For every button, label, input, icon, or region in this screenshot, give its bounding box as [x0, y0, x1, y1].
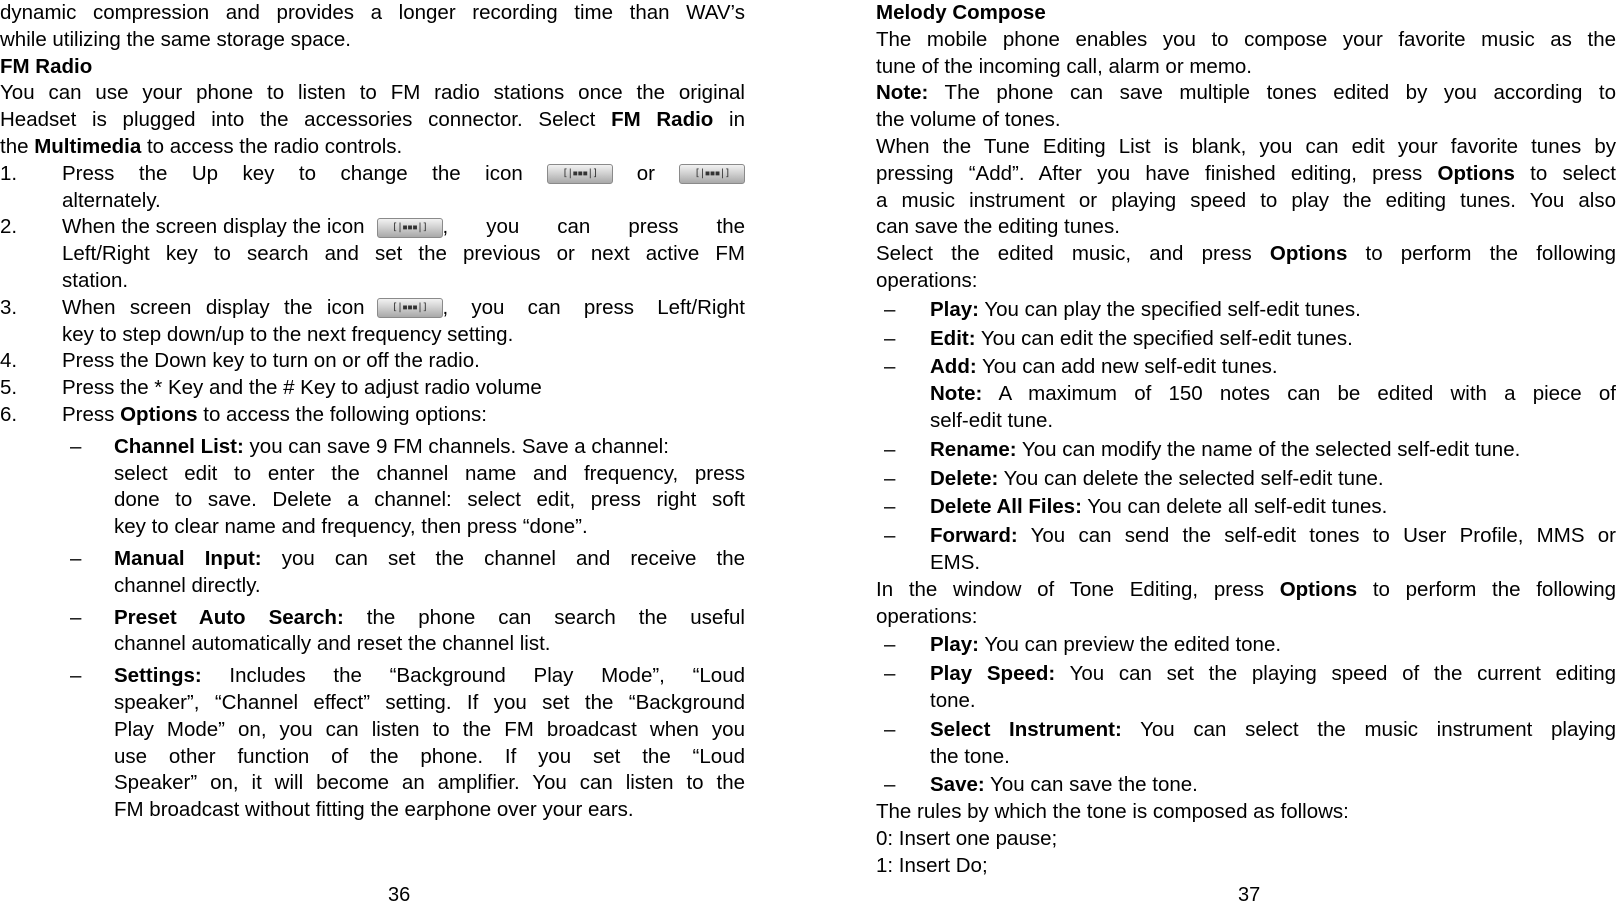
dash-bullet: – — [884, 633, 896, 657]
text: You can send the self-edit tones to User Profile, MMS or — [1017, 524, 1616, 548]
step-5 — [0, 375, 745, 402]
step-number: 1. — [0, 161, 18, 185]
text: in — [713, 108, 745, 132]
option-text: select edit to enter the channel name and frequency, press — [114, 461, 745, 485]
text: to select — [1514, 161, 1616, 185]
operation-play — [876, 297, 1616, 324]
option-text — [114, 546, 745, 573]
operation-text — [930, 632, 1281, 659]
dash-bullet: – — [70, 664, 82, 688]
text: You can play the specified self-edit tunes. — [979, 297, 1361, 321]
paragraph-line — [876, 577, 1616, 604]
bold-term: Multimedia — [34, 134, 142, 158]
operation-title: Forward: — [930, 524, 1018, 548]
bold-term: FM Radio — [611, 108, 714, 132]
text: to perform the following — [1357, 577, 1616, 601]
step-4 — [0, 348, 745, 375]
intro-line: dynamic compression and provides a longer recording time than WAV’s — [0, 1, 745, 24]
bold-term: Options — [120, 402, 198, 426]
text: , you can press the — [442, 215, 745, 239]
text: Select the edited music, and press — [876, 242, 1270, 266]
operation-title: Play: — [930, 297, 979, 321]
bold-term: Options — [1279, 577, 1358, 601]
paragraph-line: a music instrument or playing speed to play the editing tunes. You also — [876, 188, 1616, 212]
paragraph-line: operations: — [876, 268, 978, 292]
paragraph-line — [876, 161, 1616, 188]
option-text: speaker”, “Channel effect” setting. If you set the “Background — [114, 690, 745, 714]
text: You can add new self-edit tunes. — [976, 355, 1278, 379]
radio-tune-icon: [|▪▪▪|] — [377, 298, 443, 318]
operation-title: Delete All Files: — [930, 495, 1082, 519]
operation-text — [930, 466, 1384, 493]
paragraph-line — [876, 80, 1616, 107]
dash-bullet: – — [884, 717, 896, 741]
paragraph-line — [0, 134, 745, 161]
operation-delete — [876, 466, 1616, 493]
paragraph-line: operations: — [876, 604, 978, 628]
dash-bullet: – — [884, 773, 896, 797]
dash-bullet: – — [884, 326, 896, 350]
option-text: Play Mode” on, you can listen to the FM broadcast when you — [114, 717, 745, 741]
step-6 — [0, 402, 745, 429]
operation-save — [876, 772, 1616, 799]
rule-line: 1: Insert Do; — [876, 853, 988, 877]
text: The phone can save multiple tones edited by you according to — [928, 81, 1616, 105]
step-text — [62, 295, 745, 322]
operation-title: Select Instrument: — [930, 717, 1122, 741]
dash-bullet: – — [70, 546, 82, 570]
operation-text: EMS. — [930, 550, 981, 574]
option-preset-auto-search — [62, 605, 745, 632]
operation-text — [930, 772, 1198, 799]
operation-text — [930, 523, 1616, 550]
section-heading-fm-radio: FM Radio — [0, 54, 93, 78]
paragraph-line: When the Tune Editing List is blank, you can edit your favorite tunes by — [876, 134, 1616, 158]
text: to perform the following — [1347, 242, 1617, 266]
text: You can select the music instrument playing — [1121, 717, 1616, 741]
text: you can save 9 FM channels. Save a channel: — [243, 434, 669, 458]
operation-title: Save: — [930, 773, 985, 797]
step-number: 2. — [0, 215, 18, 239]
operation-rename — [876, 437, 1616, 464]
option-text — [114, 434, 669, 461]
operation-play-tone — [876, 632, 1616, 659]
text: Includes the “Background Play Mode”, “Loud — [201, 664, 745, 688]
step-text: Left/Right key to search and set the previous or next active FM — [62, 242, 745, 266]
page-number-left: 36 — [388, 884, 411, 906]
paragraph-line: can save the editing tunes. — [876, 215, 1120, 239]
paragraph-line: The mobile phone enables you to compose your favorite music as the — [876, 27, 1616, 51]
dash-bullet: – — [70, 605, 82, 629]
text: the — [0, 134, 35, 158]
text: Press — [62, 402, 121, 426]
dash-bullet: – — [884, 297, 896, 321]
operation-text — [930, 437, 1520, 464]
option-text: done to save. Delete a channel: select edit, press right soft — [114, 488, 745, 512]
operation-text: the tone. — [930, 744, 1010, 768]
left-page — [0, 0, 745, 824]
text: the phone can search the useful — [343, 605, 745, 629]
text: or — [636, 161, 655, 185]
text: A maximum of 150 notes can be edited with a piece of — [982, 382, 1616, 406]
text: to access the following options: — [197, 402, 487, 426]
step-number: 4. — [0, 349, 18, 373]
paragraph-line: the volume of tones. — [876, 108, 1061, 132]
intro-line: while utilizing the same storage space. — [0, 27, 351, 51]
operation-note: self-edit tune. — [930, 408, 1054, 432]
text: You can preview the edited tone. — [979, 633, 1282, 657]
paragraph-line — [0, 107, 745, 134]
radio-switch-icon: [|▪▪▪|] — [547, 164, 613, 184]
step-text: key to step down/up to the next frequency setting. — [62, 322, 514, 346]
operation-text — [930, 661, 1616, 688]
operation-select-instrument — [876, 717, 1616, 744]
operation-delete-all-files — [876, 494, 1616, 521]
text: you can set the channel and receive the — [261, 546, 745, 570]
text: You can delete all self-edit tunes. — [1081, 495, 1388, 519]
step-1 — [0, 161, 745, 188]
operation-text — [930, 494, 1387, 521]
operation-play-speed — [876, 661, 1616, 688]
operation-text — [930, 326, 1353, 353]
option-text: key to clear name and frequency, then press “done”. — [114, 515, 588, 539]
dash-bullet: – — [884, 524, 896, 548]
operation-title: Add: — [930, 355, 977, 379]
step-text: Press the * Key and the # Key to adjust radio volume — [62, 376, 542, 400]
step-text — [62, 402, 487, 429]
operation-title: Rename: — [930, 437, 1017, 461]
step-number: 5. — [0, 376, 18, 400]
operation-title: Edit: — [930, 326, 976, 350]
option-text: FM broadcast without fitting the earphone over your ears. — [114, 798, 634, 822]
operation-forward — [876, 523, 1616, 550]
note-label: Note: — [876, 81, 929, 105]
operation-text — [930, 354, 1278, 381]
text: In the window of Tone Editing, press — [876, 577, 1280, 601]
option-text: channel automatically and reset the channel list. — [114, 632, 551, 656]
option-text: Speaker” on, it will become an amplifier. You can listen to the — [114, 771, 745, 795]
bold-term: Options — [1269, 242, 1348, 266]
option-title: Settings: — [114, 664, 202, 688]
radio-switch-icon: [|▪▪▪|] — [679, 164, 745, 184]
text: You can edit the specified self-edit tunes. — [975, 326, 1353, 350]
option-title: Channel List: — [114, 434, 244, 458]
text: Headset is plugged into the accessories connector. Select — [0, 108, 612, 132]
operation-title: Play Speed: — [930, 662, 1056, 686]
option-text: channel directly. — [114, 573, 261, 597]
option-text — [114, 663, 745, 690]
radio-search-icon: [|▪▪▪|] — [377, 218, 443, 238]
right-page — [876, 0, 1616, 880]
operation-title: Play: — [930, 633, 979, 657]
step-text — [62, 161, 745, 188]
paragraph-line: The rules by which the tone is composed as follows: — [876, 800, 1349, 824]
step-number: 3. — [0, 295, 18, 319]
dash-bullet: – — [884, 437, 896, 461]
step-text: station. — [62, 268, 129, 292]
text: to access the radio controls. — [141, 134, 403, 158]
dash-bullet: – — [884, 662, 896, 686]
page-number-right: 37 — [1238, 884, 1261, 906]
text: , you can press Left/Right — [442, 295, 745, 319]
text: You can delete the selected self-edit tune. — [998, 466, 1384, 490]
dash-bullet: – — [884, 495, 896, 519]
operation-text: tone. — [930, 688, 976, 712]
paragraph-line: You can use your phone to listen to FM radio stations once the original — [0, 81, 745, 105]
option-text: use other function of the phone. If you set the “Loud — [114, 744, 745, 768]
option-channel-list — [62, 434, 745, 461]
operation-add — [876, 354, 1616, 381]
operation-title: Delete: — [930, 466, 999, 490]
paragraph-line: tune of the incoming call, alarm or memo. — [876, 54, 1252, 78]
text: You can save the tone. — [984, 773, 1198, 797]
option-manual-input — [62, 546, 745, 573]
option-text — [114, 605, 745, 632]
option-title: Preset Auto Search: — [114, 605, 344, 629]
section-heading-melody-compose: Melody Compose — [876, 1, 1046, 24]
option-title: Manual Input: — [114, 546, 262, 570]
text: You can modify the name of the selected self-edit tune. — [1016, 437, 1521, 461]
bold-term: Options — [1437, 161, 1515, 185]
paragraph-line — [876, 241, 1616, 268]
step-2 — [0, 214, 745, 241]
dash-bullet: – — [884, 355, 896, 379]
text: When screen display the icon — [62, 295, 365, 319]
step-3 — [0, 295, 745, 322]
operation-text — [930, 717, 1616, 744]
text: pressing “Add”. After you have finished editing, press — [876, 161, 1438, 185]
step-text: alternately. — [62, 188, 161, 212]
dash-bullet: – — [884, 466, 896, 490]
text: Press the Up key to change the icon — [62, 161, 523, 185]
option-settings — [62, 663, 745, 690]
operation-edit — [876, 326, 1616, 353]
rule-line: 0: Insert one pause; — [876, 826, 1058, 850]
step-text — [62, 214, 745, 241]
step-text: Press the Down key to turn on or off the radio. — [62, 349, 480, 373]
text: You can set the playing speed of the current editing — [1055, 662, 1617, 686]
operation-text — [930, 297, 1361, 324]
step-number: 6. — [0, 402, 18, 426]
text: When the screen display the icon — [62, 215, 365, 239]
operation-note — [930, 381, 1616, 408]
dash-bullet: – — [70, 434, 82, 458]
note-label: Note: — [930, 382, 983, 406]
